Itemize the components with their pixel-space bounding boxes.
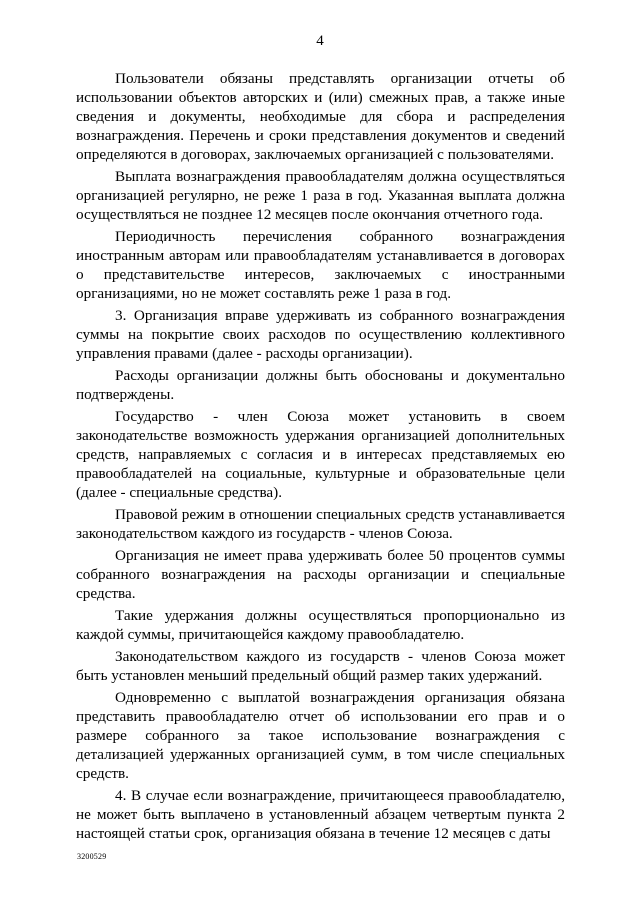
paragraph: Одновременно с выплатой вознаграждения организация обязана представить правообладателю отчет об использовании его прав и о размере собранного за такое использование вознаграждения с детализацией удержанных организацией сумм, в том числе специальных средств.	[76, 689, 565, 782]
paragraph: 3. Организация вправе удерживать из собранного вознаграждения суммы на покрытие своих расходов по осуществлению коллективного управления правами (далее - расходы организации).	[76, 307, 565, 362]
paragraph: Такие удержания должны осуществляться пропорционально из каждой суммы, причитающейся каждому правообладателю.	[76, 607, 565, 643]
paragraph: Государство - член Союза может установить в своем законодательстве возможность удержания организацией дополнительных средств, направляемых с согласия и в интересах представляемых ею правообладателей на социальные, культурные и образовательные цели (далее - специальные средства).	[76, 408, 565, 501]
paragraph: Расходы организации должны быть обоснованы и документально подтверждены.	[76, 367, 565, 403]
document-id: 3200529	[77, 852, 107, 861]
paragraph: Пользователи обязаны представлять организации отчеты об использовании объектов авторских и (или) смежных прав, а также иные сведения и документы, необходимые для сбора и распределения вознаграждения. Перечень и сроки представления документов и сведений определяются в договорах, заключаемых организацией с пользователями.	[76, 70, 565, 163]
paragraph: Выплата вознаграждения правообладателям должна осуществляться организацией регулярно, не реже 1 раза в год. Указанная выплата должна осуществляться не позднее 12 месяцев после окончания отчетного года.	[76, 168, 565, 223]
page-number: 4	[316, 33, 324, 49]
document-body	[76, 69, 565, 846]
paragraph: Законодательством каждого из государств - членов Союза может быть установлен меньший предельный общий размер таких удержаний.	[76, 648, 565, 684]
paragraph: Правовой режим в отношении специальных средств устанавливается законодательством каждого из государств - членов Союза.	[76, 506, 565, 542]
paragraph: Периодичность перечисления собранного вознаграждения иностранным авторам или правообладателям устанавливается в договорах о представительстве интересов, заключаемых с иностранными организациями, но не может составлять реже 1 раза в год.	[76, 228, 565, 302]
paragraph: Организация не имеет права удерживать более 50 процентов суммы собранного вознаграждения на расходы организации и специальные средства.	[76, 547, 565, 602]
paragraph: 4. В случае если вознаграждение, причитающееся правообладателю, не может быть выплачено в установленный абзацем четвертым пункта 2 настоящей статьи срок, организация обязана в течение 12 месяцев с даты	[76, 787, 565, 842]
